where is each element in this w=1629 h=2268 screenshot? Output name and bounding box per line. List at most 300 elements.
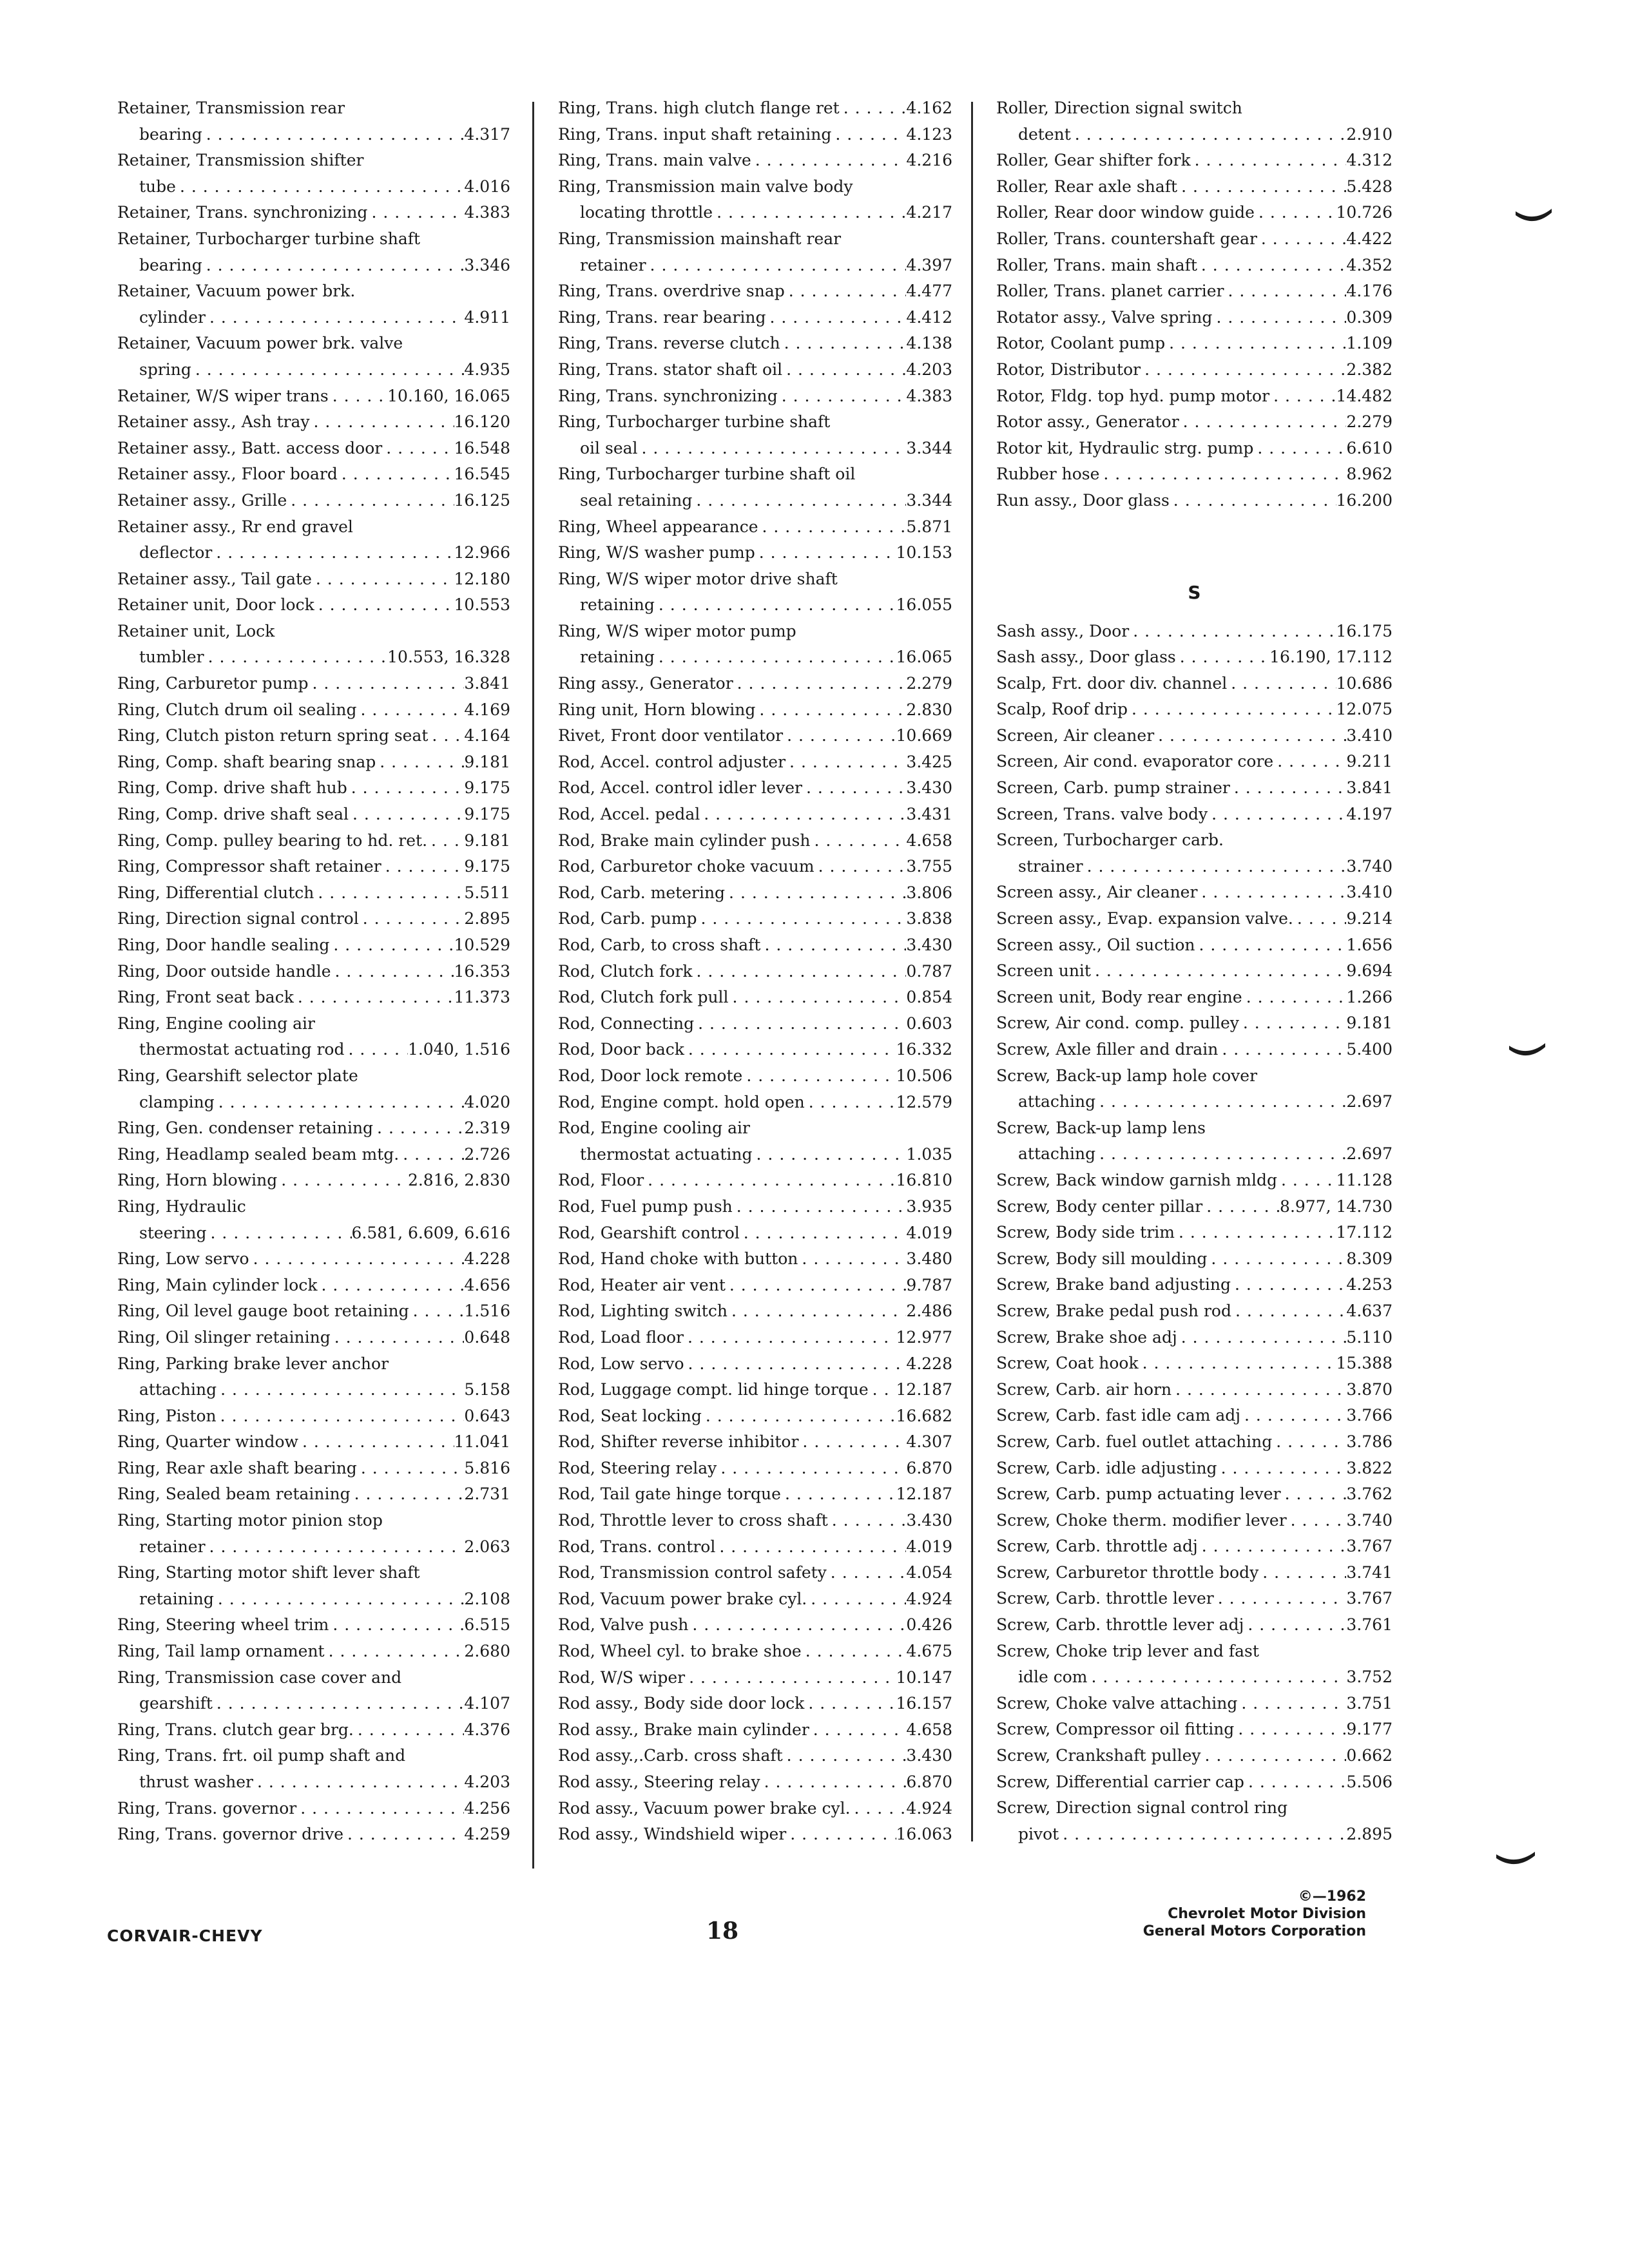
index-entry bbox=[117, 1037, 510, 1063]
dot-leader bbox=[805, 1090, 896, 1116]
entry-reference: 0.648 bbox=[464, 1327, 510, 1347]
entry-label: Ring, Trans. input shaft retaining bbox=[558, 124, 832, 144]
index-entry bbox=[996, 985, 1393, 1011]
entry-label: retainer bbox=[139, 1537, 206, 1556]
dot-leader bbox=[1257, 226, 1347, 253]
entry-label: Ring, Comp. pulley bearing to hd. ret. bbox=[117, 831, 428, 850]
dot-leader bbox=[1197, 879, 1346, 906]
entry-label: Rod, Trans. control bbox=[558, 1537, 716, 1556]
entry-label: Rod, Connecting bbox=[558, 1014, 695, 1033]
entry-label: Rod assy., Windshield wiper bbox=[558, 1825, 787, 1844]
dot-leader bbox=[782, 357, 906, 383]
entry-reference: 4.637 bbox=[1346, 1301, 1393, 1320]
entry-label: Screen unit, Body rear engine bbox=[996, 987, 1242, 1006]
index-entry bbox=[117, 1612, 510, 1639]
index-entry bbox=[558, 854, 952, 880]
entry-label: Ring, Differential clutch bbox=[117, 883, 314, 902]
entry-label: Ring, Trans. main valve bbox=[558, 151, 751, 170]
index-entry bbox=[996, 1298, 1393, 1325]
entry-reference: 3.430 bbox=[906, 936, 952, 954]
dot-leader bbox=[733, 1194, 907, 1220]
entry-label: Ring, Horn blowing bbox=[117, 1171, 278, 1190]
entry-label: Rod, Carb, to cross shaft bbox=[558, 936, 761, 954]
entry-label: Screw, Choke trip lever and fast bbox=[996, 1641, 1259, 1660]
entry-reference: 16.545 bbox=[454, 465, 510, 484]
entry-reference: 0.643 bbox=[464, 1406, 510, 1425]
dot-leader bbox=[215, 1090, 465, 1116]
entry-reference: 1.035 bbox=[906, 1144, 952, 1164]
entry-reference: 12.966 bbox=[454, 543, 510, 562]
entry-reference: 3.761 bbox=[1346, 1615, 1393, 1635]
index-entry bbox=[558, 383, 952, 410]
index-entry bbox=[117, 1063, 510, 1090]
index-entry bbox=[117, 644, 510, 671]
entry-label: Screw, Choke valve attaching bbox=[996, 1693, 1238, 1713]
entry-reference: 4.397 bbox=[906, 255, 952, 274]
entry-label: Ring, Trans. stator shaft oil bbox=[558, 360, 783, 379]
entry-label: Rod, Vacuum power brake cyl. bbox=[558, 1589, 807, 1608]
entry-reference: 3.752 bbox=[1346, 1667, 1393, 1687]
dot-leader bbox=[1129, 619, 1336, 645]
entry-reference: 12.187 bbox=[896, 1380, 952, 1399]
entry-reference: 3.430 bbox=[906, 778, 952, 798]
entry-label: Ring, Wheel appearance bbox=[558, 517, 758, 536]
entry-reference: 2.680 bbox=[464, 1642, 510, 1661]
dot-leader bbox=[217, 1377, 464, 1403]
index-entry bbox=[558, 932, 952, 959]
index-entry bbox=[558, 1456, 952, 1482]
index-entry bbox=[996, 1115, 1393, 1142]
entry-reference: 9.175 bbox=[464, 805, 510, 824]
entry-label: Rod, Accel. control idler lever bbox=[558, 778, 803, 798]
entry-reference: 11.128 bbox=[1336, 1170, 1393, 1189]
index-entry bbox=[996, 1141, 1393, 1168]
entry-reference: 2.895 bbox=[464, 909, 510, 928]
dot-leader bbox=[294, 985, 454, 1011]
entry-reference: 10.147 bbox=[896, 1667, 952, 1687]
dot-leader bbox=[755, 697, 906, 724]
entry-reference: 4.020 bbox=[464, 1092, 510, 1111]
dot-leader bbox=[1212, 305, 1346, 331]
dot-leader bbox=[206, 1534, 465, 1561]
index-entry bbox=[117, 148, 510, 174]
index-entry bbox=[117, 1456, 510, 1482]
index-entry bbox=[996, 1586, 1393, 1612]
entry-label: thermostat actuating bbox=[580, 1144, 753, 1164]
index-column-2 bbox=[558, 95, 952, 1848]
entry-reference: 9.694 bbox=[1346, 961, 1393, 981]
dot-leader bbox=[367, 200, 464, 226]
index-entry bbox=[996, 1063, 1393, 1090]
index-entry bbox=[558, 775, 952, 802]
dot-leader bbox=[1258, 1560, 1346, 1586]
entry-reference: 4.169 bbox=[464, 700, 510, 719]
entry-reference: 4.164 bbox=[464, 726, 510, 745]
dot-leader bbox=[1218, 1037, 1346, 1063]
index-entry bbox=[558, 1665, 952, 1691]
index-entry bbox=[996, 148, 1393, 174]
dot-leader bbox=[1287, 1508, 1347, 1534]
index-entry bbox=[558, 906, 952, 932]
entry-reference: 4.019 bbox=[906, 1223, 952, 1242]
entry-reference: 5.110 bbox=[1346, 1327, 1393, 1347]
dot-leader bbox=[1244, 1612, 1346, 1639]
entry-reference: 3.935 bbox=[906, 1196, 952, 1216]
index-column-1 bbox=[117, 95, 510, 1848]
entry-reference: 3.786 bbox=[1346, 1432, 1393, 1451]
entry-reference: 16.190, 17.112 bbox=[1269, 648, 1393, 667]
entry-reference: 3.425 bbox=[906, 752, 952, 771]
entry-reference: 2.816, 2.830 bbox=[407, 1171, 510, 1190]
entry-label: idle com bbox=[1018, 1667, 1088, 1687]
index-entry bbox=[996, 749, 1393, 775]
entry-label: Rod, Valve push bbox=[558, 1615, 689, 1635]
entry-reference: 9.181 bbox=[464, 752, 510, 771]
dot-leader bbox=[783, 1743, 907, 1769]
dot-leader bbox=[655, 592, 896, 619]
entry-label: Screw, Air cond. comp. pulley bbox=[996, 1014, 1239, 1033]
index-entry bbox=[996, 1821, 1393, 1848]
entry-label: retaining bbox=[139, 1589, 214, 1608]
entry-reference: 6.870 bbox=[906, 1458, 952, 1477]
index-entry bbox=[117, 1090, 510, 1116]
entry-label: Rivet, Front door ventilator bbox=[558, 726, 784, 745]
entry-label: Rod, Accel. pedal bbox=[558, 805, 700, 824]
index-entry bbox=[996, 1612, 1393, 1639]
entry-label: Retainer, Trans. synchronizing bbox=[117, 203, 368, 222]
column-divider bbox=[971, 102, 973, 1841]
entry-label: Screw, Brake band adjusting bbox=[996, 1275, 1231, 1294]
index-entry bbox=[117, 566, 510, 593]
entry-label: Rubber hose bbox=[996, 465, 1100, 484]
entry-label: detent bbox=[1018, 124, 1071, 144]
index-entry bbox=[117, 723, 510, 749]
entry-label: Rod, Gearshift control bbox=[558, 1223, 740, 1242]
index-entry bbox=[558, 880, 952, 907]
entry-label: Rod, Engine cooling air bbox=[558, 1119, 750, 1138]
dot-leader bbox=[802, 775, 906, 802]
entry-label: Rod assy., Vacuum power brake cyl. bbox=[558, 1798, 851, 1818]
index-entry bbox=[996, 200, 1393, 226]
index-entry bbox=[996, 1403, 1393, 1429]
entry-label: seal retaining bbox=[580, 490, 693, 510]
entry-label: Ring unit, Horn blowing bbox=[558, 700, 756, 719]
entry-reference: 10.553 bbox=[454, 595, 510, 615]
entry-label: Sash assy., Door bbox=[996, 621, 1130, 640]
index-entry bbox=[558, 1115, 952, 1142]
entry-label: Retainer unit, Lock bbox=[117, 621, 275, 640]
entry-label: Ring, Starting motor pinion stop bbox=[117, 1511, 383, 1530]
entry-label: Retainer, Transmission rear bbox=[117, 99, 345, 117]
dot-leader bbox=[382, 436, 454, 462]
dot-leader bbox=[1202, 1194, 1280, 1220]
dot-leader bbox=[207, 1220, 352, 1247]
entry-label: Rod, Low servo bbox=[558, 1354, 684, 1373]
entry-label: Screw, Compressor oil fitting bbox=[996, 1720, 1235, 1739]
dot-leader bbox=[1281, 1481, 1347, 1508]
entry-label: Roller, Trans. planet carrier bbox=[996, 282, 1224, 301]
dot-leader bbox=[1255, 200, 1336, 226]
dot-leader bbox=[1231, 1272, 1346, 1298]
dot-leader bbox=[717, 1456, 906, 1482]
dot-leader bbox=[343, 1821, 464, 1848]
dot-leader bbox=[329, 1612, 464, 1639]
entry-reference: 3.410 bbox=[1346, 883, 1393, 902]
entry-reference: 2.830 bbox=[906, 700, 952, 719]
entry-reference: 3.755 bbox=[906, 857, 952, 876]
dot-leader bbox=[344, 1037, 407, 1063]
index-entry bbox=[996, 174, 1393, 200]
dot-leader bbox=[1273, 749, 1346, 775]
entry-label: Ring, Transmission mainshaft rear bbox=[558, 229, 842, 248]
index-entry bbox=[558, 1090, 952, 1116]
entry-label: Rod, Floor bbox=[558, 1171, 644, 1190]
entry-reference: 11.373 bbox=[454, 988, 510, 1007]
entry-label: Ring, Sealed beam retaining bbox=[117, 1485, 351, 1504]
entry-label: Rod, Accel. control adjuster bbox=[558, 752, 786, 771]
entry-label: thermostat actuating rod bbox=[139, 1040, 345, 1059]
index-entry bbox=[117, 409, 510, 436]
entry-label: Roller, Rear door window guide bbox=[996, 203, 1255, 222]
entry-label: Rod, Tail gate hinge torque bbox=[558, 1485, 781, 1504]
index-entry bbox=[558, 1063, 952, 1090]
index-entry bbox=[996, 278, 1393, 305]
index-entry bbox=[996, 1795, 1393, 1821]
entry-label: Screw, Carb. throttle lever bbox=[996, 1589, 1214, 1608]
dot-leader bbox=[733, 671, 907, 697]
entry-reference: 4.253 bbox=[1346, 1275, 1393, 1294]
entry-label: Ring, Door outside handle bbox=[117, 961, 331, 981]
dot-leader bbox=[1191, 148, 1347, 174]
index-entry bbox=[117, 1481, 510, 1508]
index-entry bbox=[996, 1272, 1393, 1298]
binder-mark bbox=[1508, 1041, 1547, 1064]
index-entry bbox=[117, 331, 510, 357]
entry-label: Screen assy., Oil suction bbox=[996, 935, 1195, 954]
entry-reference: 10.506 bbox=[896, 1066, 952, 1085]
entry-reference: 4.162 bbox=[906, 99, 952, 117]
entry-label: Rod assy., Body side door lock bbox=[558, 1694, 805, 1713]
index-entry bbox=[996, 122, 1393, 148]
dot-leader bbox=[786, 749, 906, 776]
entry-reference: 9.177 bbox=[1346, 1720, 1393, 1739]
index-entry bbox=[558, 1612, 952, 1639]
entry-reference: 16.200 bbox=[1336, 490, 1393, 510]
entry-reference: 9.787 bbox=[906, 1275, 952, 1294]
entry-label: bearing bbox=[139, 124, 202, 144]
dot-leader bbox=[287, 488, 454, 514]
index-entry bbox=[117, 1246, 510, 1273]
index-entry bbox=[996, 1639, 1393, 1665]
entry-label: Screen assy., Air cleaner bbox=[996, 883, 1198, 902]
index-entry bbox=[558, 671, 952, 697]
entry-label: Rod, Throttle lever to cross shaft bbox=[558, 1511, 828, 1530]
entry-reference: 16.120 bbox=[454, 412, 510, 432]
entry-reference: 6.581, 6.609, 6.616 bbox=[351, 1223, 510, 1242]
entry-label: attaching bbox=[1018, 1144, 1096, 1164]
entry-reference: 4.924 bbox=[906, 1798, 952, 1818]
entry-label: Ring, Trans. high clutch flange ret bbox=[558, 99, 840, 117]
index-entry bbox=[558, 1717, 952, 1744]
dot-leader bbox=[381, 854, 465, 880]
entry-label: Rod, Brake main cylinder push bbox=[558, 831, 811, 850]
entry-reference: 4.054 bbox=[906, 1563, 952, 1582]
index-entry bbox=[117, 1534, 510, 1561]
entry-label: retaining bbox=[580, 648, 655, 667]
entry-label: Rotor assy., Generator bbox=[996, 412, 1179, 432]
index-entry bbox=[996, 932, 1393, 959]
entry-label: Ring, Turbocharger turbine shaft oil bbox=[558, 465, 856, 484]
index-entry bbox=[558, 1351, 952, 1378]
dot-leader bbox=[409, 1298, 465, 1325]
entry-label: Screw, Carb. fast idle cam adj bbox=[996, 1406, 1241, 1425]
index-entry bbox=[117, 854, 510, 880]
dot-leader bbox=[298, 1429, 454, 1456]
dot-leader bbox=[331, 1325, 465, 1351]
index-entry bbox=[117, 985, 510, 1011]
index-entry bbox=[558, 200, 952, 226]
entry-label: Rod, Fuel pump push bbox=[558, 1196, 733, 1216]
index-entry bbox=[117, 1665, 510, 1691]
dot-leader bbox=[314, 880, 464, 907]
index-entry bbox=[558, 253, 952, 279]
entry-label: Screw, Differential carrier cap bbox=[996, 1772, 1244, 1791]
entry-label: Ring, Trans. reverse clutch bbox=[558, 334, 780, 353]
dot-leader bbox=[840, 95, 907, 122]
dot-leader bbox=[314, 592, 454, 619]
index-entry bbox=[996, 1220, 1393, 1246]
dot-leader bbox=[646, 253, 907, 279]
dot-leader bbox=[204, 644, 388, 671]
entry-reference: 4.307 bbox=[906, 1432, 952, 1452]
index-entry bbox=[558, 461, 952, 488]
entry-label: Scalp, Roof drip bbox=[996, 700, 1128, 719]
entry-label: Rod, Carb. metering bbox=[558, 883, 726, 902]
index-entry bbox=[117, 592, 510, 619]
dot-leader bbox=[1095, 1089, 1346, 1115]
index-entry bbox=[558, 514, 952, 541]
dot-leader bbox=[1231, 1298, 1346, 1325]
entry-reference: 4.383 bbox=[464, 203, 510, 222]
index-entry bbox=[996, 1560, 1393, 1586]
entry-label: Rod, Load floor bbox=[558, 1327, 684, 1347]
index-entry bbox=[558, 959, 952, 985]
dot-leader bbox=[815, 854, 907, 880]
entry-reference: 3.431 bbox=[906, 805, 952, 824]
index-entry bbox=[996, 697, 1393, 723]
entry-reference: 3.410 bbox=[1346, 726, 1393, 745]
entry-reference: 3.344 bbox=[906, 438, 952, 457]
entry-label: Ring, Turbocharger turbine shaft bbox=[558, 412, 831, 432]
footer-model: CORVAIR-CHEVY bbox=[107, 1927, 263, 1945]
dot-leader bbox=[851, 1796, 907, 1822]
index-entry bbox=[558, 828, 952, 854]
index-entry bbox=[117, 278, 510, 305]
dot-leader bbox=[253, 1769, 464, 1796]
entry-reference: 2.895 bbox=[1346, 1824, 1393, 1843]
dot-leader bbox=[1217, 1456, 1347, 1482]
entry-label: Ring, Front seat back bbox=[117, 988, 294, 1007]
dot-leader bbox=[310, 409, 454, 436]
entry-label: retaining bbox=[580, 595, 655, 615]
dot-leader bbox=[1239, 1010, 1347, 1037]
entry-label: Ring, Trans. governor drive bbox=[117, 1825, 344, 1844]
index-entry bbox=[117, 1403, 510, 1430]
dot-leader bbox=[427, 828, 464, 854]
entry-reference: 3.344 bbox=[906, 490, 952, 510]
entry-label: Sash assy., Door glass bbox=[996, 648, 1176, 667]
entry-reference: 16.353 bbox=[454, 961, 510, 981]
index-entry bbox=[558, 1142, 952, 1168]
dot-leader bbox=[212, 540, 454, 566]
dot-leader bbox=[1088, 1664, 1347, 1691]
index-entry bbox=[558, 226, 952, 253]
entry-reference: 12.579 bbox=[896, 1092, 952, 1111]
dot-leader bbox=[1170, 488, 1336, 514]
entry-reference: 3.841 bbox=[1346, 778, 1393, 798]
index-entry bbox=[117, 1377, 510, 1403]
entry-label: Screw, Carb. throttle adj bbox=[996, 1537, 1198, 1556]
entry-reference: 10.669 bbox=[896, 726, 952, 745]
entry-label: Ring, Rear axle shaft bearing bbox=[117, 1458, 357, 1477]
section-gap bbox=[996, 514, 1393, 566]
index-entry bbox=[558, 1011, 952, 1037]
dot-leader bbox=[1207, 1246, 1346, 1273]
entry-reference: 11.041 bbox=[454, 1432, 510, 1452]
entry-reference: 10.553, 16.328 bbox=[387, 648, 510, 667]
dot-leader bbox=[760, 932, 906, 959]
dot-leader bbox=[1095, 1141, 1346, 1168]
dot-leader bbox=[312, 566, 454, 593]
entry-reference: 4.477 bbox=[906, 282, 952, 301]
entry-reference: 4.123 bbox=[906, 124, 952, 144]
dot-leader bbox=[1091, 958, 1346, 985]
entry-label: Screw, Carb. throttle lever adj bbox=[996, 1615, 1244, 1635]
entry-label: Rod, Seat locking bbox=[558, 1406, 702, 1425]
entry-label: Rod, Transmission control safety bbox=[558, 1563, 827, 1582]
entry-label: Rod assy., Steering relay bbox=[558, 1773, 760, 1791]
entry-reference: 17.112 bbox=[1336, 1223, 1393, 1242]
entry-label: Ring, Direction signal control bbox=[117, 909, 359, 928]
entry-reference: 5.428 bbox=[1346, 177, 1393, 196]
dot-leader bbox=[349, 802, 464, 828]
entry-label: Ring, Comp. drive shaft hub bbox=[117, 778, 347, 798]
dot-leader bbox=[684, 1037, 896, 1063]
entry-label: Screw, Choke therm. modifier lever bbox=[996, 1510, 1287, 1530]
index-entry bbox=[117, 540, 510, 566]
dot-leader bbox=[206, 305, 464, 331]
index-entry bbox=[117, 1796, 510, 1822]
dot-leader bbox=[1175, 1220, 1336, 1246]
index-entry bbox=[117, 1586, 510, 1613]
entry-reference: 4.675 bbox=[906, 1642, 952, 1661]
entry-reference: 15.388 bbox=[1336, 1354, 1393, 1373]
entry-label: Screen, Air cond. evaporator core bbox=[996, 752, 1274, 771]
entry-label: Roller, Direction signal switch bbox=[996, 99, 1242, 117]
index-entry bbox=[117, 619, 510, 645]
dot-leader bbox=[1197, 253, 1347, 279]
entry-reference: 4.656 bbox=[464, 1275, 510, 1294]
dot-leader bbox=[338, 461, 454, 488]
index-entry bbox=[558, 95, 952, 122]
index-entry bbox=[117, 95, 510, 122]
dot-leader bbox=[202, 122, 465, 148]
entry-label: deflector bbox=[139, 543, 213, 562]
entry-label: steering bbox=[139, 1223, 207, 1242]
index-entry bbox=[996, 1010, 1393, 1037]
index-entry bbox=[117, 671, 510, 697]
entry-label: Roller, Rear axle shaft bbox=[996, 177, 1178, 196]
